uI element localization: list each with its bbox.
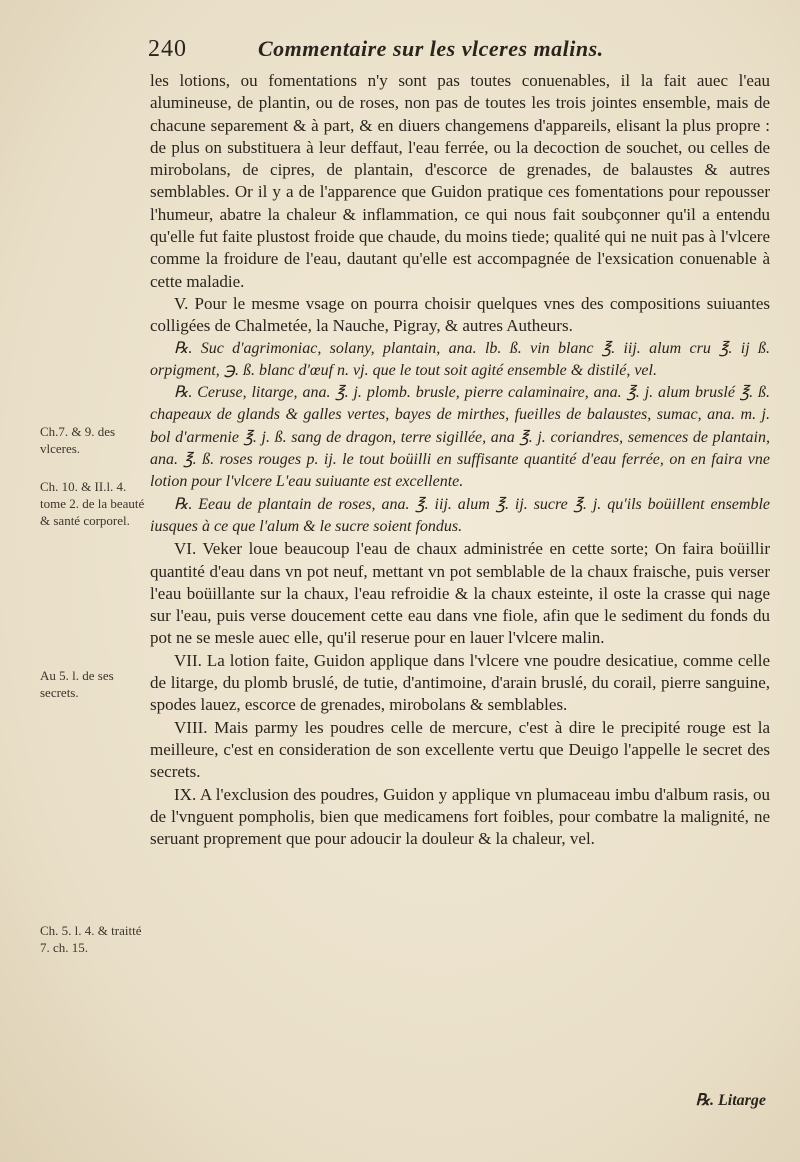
paragraph: IX. A l'exclusion des poudres, Guidon y applique vn plumaceau imbu d'album rasis, ou de l'vnguent pompholis, bien que medicamens fort foibles, pour combatre la malignité, ne seruant proprement que pour adoucir la douleur & la chaleur, vel.	[150, 784, 770, 849]
catchword: ℞. Litarge	[695, 1092, 766, 1109]
recipe-paragraph: ℞. Suc d'agrimoniac, solany, plantain, ana. lb. ß. vin blanc ℥. iij. alum cru ℥. ij ß. orpigment, ℈. ß. blanc d'œuf n. vj. que le tout soit agité ensemble & distilé, vel.	[150, 339, 770, 379]
paragraph: V. Pour le mesme vsage on pourra choisir quelques vnes des compositions suiuantes colligées de Chalmetée, la Nauche, Pigray, & autres Autheurs.	[150, 293, 770, 336]
margin-note: Au 5. l. de ses secrets.	[40, 668, 114, 700]
page-number: 240	[148, 36, 187, 62]
running-head: Commentaire sur les vlceres malins.	[258, 36, 604, 61]
recipe-paragraph: ℞. Eeau de plantain de roses, ana. ℥. iij. alum ℥. ij. sucre ℥. j. qu'ils boüillent ensemble iusques à ce que l'alum & le sucre soient fondus.	[150, 495, 770, 535]
paragraph: les lotions, ou fomentations n'y sont pas toutes conuenables, il la fait auec l'eau alumineuse, de plantin, ou de roses, non pas de toutes les trois jointes ensemble, mais de chacune separement & à part, & en diuers changemens d'appareils, elisant la plus propre : de plus on substituera à leur deffaut, l'eau ferrée, ou la decoction de souchet, ou celles de mirobolans, de cipres, de plantain, d'escorce de grenades, de balaustes & autres semblables. Or il y a de l'apparence que Guidon pratique ces fomentations pour repousser l'humeur, abatre la chaleur & inflammation, ce qui nous fait soubçonner qu'il a entendu qu'elle fut faite plustost froide que chaude, du moins tiede; qualité qui ne nuit pas à l'vlcere comme la froidure de l'eau, dautant qu'elle est accompagnée de l'exsication conuenable à cette maladie.	[150, 71, 770, 291]
margin-note: Ch.7. & 9. des vlceres.	[40, 424, 116, 456]
margin-note: Ch. 10. & II.l. 4. tome 2. de la beauté & santé corporel.	[40, 479, 145, 528]
margin-note: Ch. 5. l. 4. & traitté 7. ch. 15.	[40, 923, 142, 955]
paragraph: VI. Veker loue beaucoup l'eau de chaux administrée en cette sorte; On faira boüillir quantité d'eau dans vn pot neuf, mettant vn pot semblable de la chaux fraische, puis verser l'eau boüillante sur la chaux, l'eau refroidie & la chaux esteinte, il oste la crasse qui nage sur l'eau, puis verse doucement cette eau dans vne fiole, afin que le sediment du fonds du pot ne se mesle auec elle, qu'il reserue pour en lauer l'vlcere malin.	[150, 539, 770, 648]
page-header	[148, 36, 788, 70]
main-text	[150, 70, 770, 850]
paragraph: VII. La lotion faite, Guidon applique dans l'vlcere vne poudre desicatiue, comme celle de litarge, du plomb bruslé, de tutie, d'antimoine, d'arain bruslé, du corail, pierre sanguine, spodes lauez, escorce de grenades, mirobolans & semblables.	[150, 650, 770, 715]
paragraph: VIII. Mais parmy les poudres celle de mercure, c'est à dire le precipité rouge est la meilleure, c'est en consideration de son excellente vertu que Deuigo l'appelle le secret des secrets.	[150, 717, 770, 782]
recipe-paragraph: ℞. Ceruse, litarge, ana. ℥. j. plomb. brusle, pierre calaminaire, ana. ℥. j. alum bruslé ℥. ß. chapeaux de glands & galles vertes, bayes de mirthes, fueilles de balaustes, sumac, ana. m. j. bol d'armenie ℥. j. ß. sang de dragon, terre sigillée, ana ℥. j. coriandres, semences de plantain, ana. ℥. ß. roses rouges p. ij. le tout boüilli en suffisante quantité d'eau ferrée, on en faira vne lotion pour l'vlcere L'eau suiuante est excellente.	[150, 384, 770, 491]
